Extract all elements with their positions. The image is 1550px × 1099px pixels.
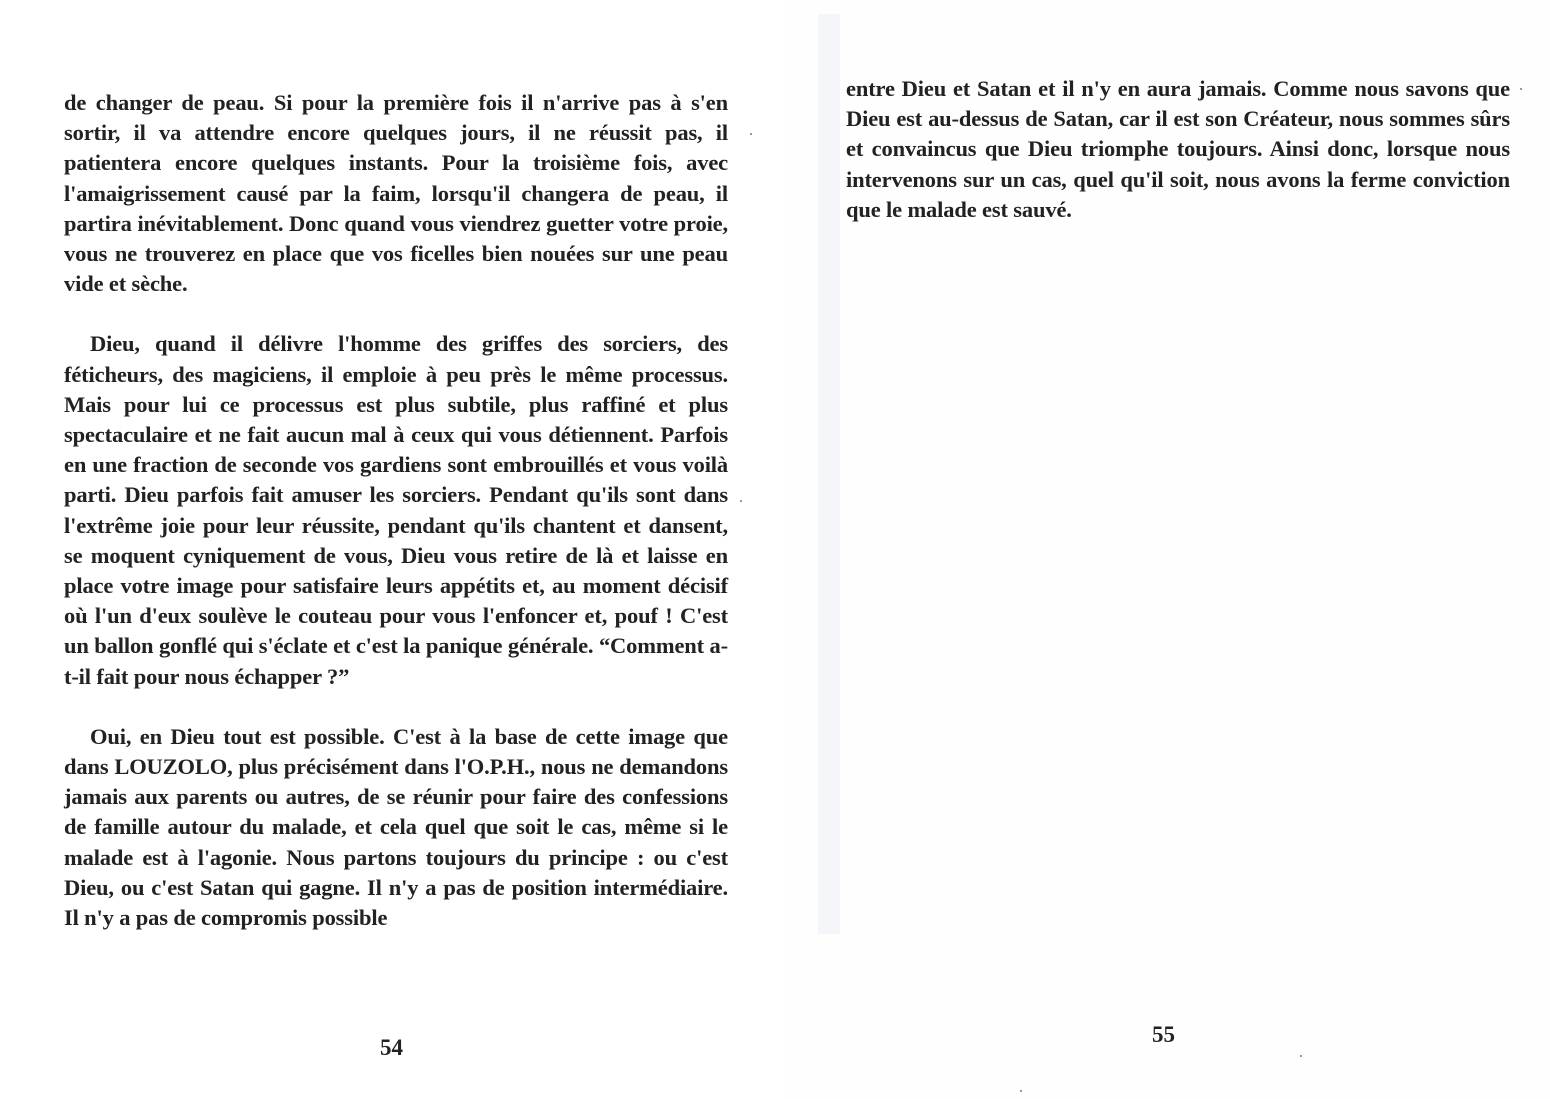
scan-speck [1300, 1055, 1302, 1057]
paragraph: Dieu, quand il délivre l'homme des griffes des sorciers, des féticheurs, des magiciens, il emploie à peu près le même processus. Mais pour lui ce processus est plus subtile, plus raffiné et plus spectaculaire et ne fait aucun mal à ceux qui vous détiennent. Parfois en une fraction de seconde vos gardiens sont embrouillés et vous voilà parti. Dieu parfois fait amuser les sorciers. Pendant qu'ils sont dans l'extrême joie pour leur réussite, pendant qu'ils chantent et dansent, se moquent cyniquement de vous, Dieu vous retire de là et laisse en place votre image pour satisfaire leurs appétits et, au moment décisif où l'un d'eux soulève le couteau pour vous l'enfoncer et, pouf ! C'est un ballon gonflé qui s'éclate et c'est la panique générale. “Comment a-t-il fait pour nous échapper ?” [64, 331, 728, 689]
right-page-text [846, 74, 1510, 225]
scan-speck [1520, 88, 1522, 90]
scan-speck [750, 133, 752, 135]
paragraph: de changer de peau. Si pour la première fois il n'arrive pas à s'en sortir, il va attendre encore quelques jours, il ne réussit pas, il patientera encore quelques instants. Pour la troisième fois, avec l'amaigrissement causé par la faim, lorsqu'il changera de peau, il partira inévitablement. Donc quand vous viendrez guetter votre proie, vous ne trouverez en place que vos ficelles bien nouées sur une peau vide et sèche. [64, 90, 728, 297]
page-gutter-shadow [818, 14, 840, 934]
scan-speck [1020, 1090, 1022, 1092]
page-number: 55 [1152, 1022, 1175, 1047]
paragraph: entre Dieu et Satan et il n'y en aura jamais. Comme nous savons que Dieu est au-dessus de Satan, car il est son Créateur, nous sommes sûrs et convaincus que Dieu triomphe toujours. Ainsi donc, lorsque nous intervenons sur un cas, quel qu'il soit, nous avons la ferme conviction que le malade est sauvé. [846, 76, 1510, 222]
scan-speck [740, 500, 742, 502]
left-page-text [64, 88, 728, 933]
paragraph: Oui, en Dieu tout est possible. C'est à la base de cette image que dans LOUZOLO, plus précisément dans l'O.P.H., nous ne demandons jamais aux parents ou autres, de se réunir pour faire des confessions de famille autour du malade, et cela quel que soit le cas, même si le malade est à l'agonie. Nous partons toujours du principe : ou c'est Dieu, ou c'est Satan qui gagne. Il n'y a pas de position intermédiaire. Il n'y a pas de compromis possible [64, 723, 728, 931]
page-number: 54 [380, 1035, 403, 1060]
